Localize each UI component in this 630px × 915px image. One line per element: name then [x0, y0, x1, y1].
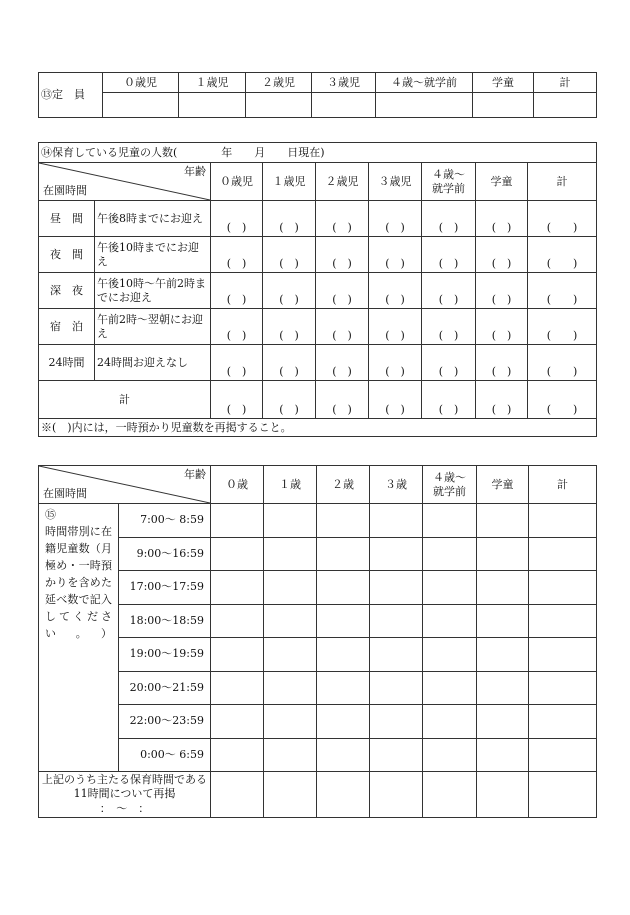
header-age3: ３歳児	[369, 163, 422, 201]
paren-hint: ( )	[491, 364, 512, 378]
count-cell[interactable]	[316, 201, 369, 237]
row-desc: 午後10時～午前2時までにお迎え	[95, 273, 211, 309]
time-slot-label: 7:00～ 8:59	[119, 504, 211, 538]
paren-hint: ( )	[279, 328, 299, 342]
data-cell[interactable]	[423, 738, 477, 772]
data-cell[interactable]	[370, 638, 423, 672]
count-cell[interactable]	[369, 381, 422, 419]
data-cell[interactable]	[317, 537, 370, 571]
paren-hint: ( )	[332, 292, 352, 306]
count-cell[interactable]	[369, 237, 422, 273]
data-cell[interactable]	[317, 705, 370, 739]
count-cell[interactable]	[476, 273, 528, 309]
header-school: 学童	[477, 466, 529, 504]
corner-header	[39, 466, 211, 504]
data-cell[interactable]	[370, 604, 423, 638]
paren-hint: ( )	[332, 364, 352, 378]
paren-hint: ( )	[332, 328, 352, 342]
data-cell[interactable]	[529, 537, 597, 571]
table-row	[39, 237, 597, 273]
header-age4: ４歳～就学前	[376, 73, 473, 93]
paren-hint: ( )	[279, 292, 299, 306]
paren-hint: ( )	[546, 292, 578, 306]
data-cell[interactable]	[423, 604, 477, 638]
time-slot-note: ⑮ 時間帯別に在籍児童数（月極め・一時預かりを含めた延べ数で記入してください。）	[39, 504, 119, 772]
paren-hint: ( )	[332, 256, 352, 270]
data-cell[interactable]	[317, 772, 370, 818]
total-label: 計	[39, 381, 211, 419]
data-cell[interactable]	[264, 772, 317, 818]
paren-hint: ( )	[438, 220, 459, 234]
capacity-cell[interactable]	[103, 93, 179, 118]
count-cell[interactable]	[422, 237, 476, 273]
data-cell[interactable]	[211, 671, 264, 705]
header-total: 計	[528, 163, 597, 201]
data-cell[interactable]	[423, 537, 477, 571]
count-cell[interactable]	[211, 381, 263, 419]
header-age0: ０歳	[211, 466, 264, 504]
capacity-cell[interactable]	[473, 93, 534, 118]
data-cell[interactable]	[317, 604, 370, 638]
capacity-cell[interactable]	[312, 93, 376, 118]
count-cell[interactable]	[263, 201, 316, 237]
paren-hint: ( )	[438, 364, 459, 378]
table-row	[39, 705, 597, 739]
capacity-label: ⑬定 員	[39, 73, 103, 118]
data-cell[interactable]	[477, 671, 529, 705]
paren-hint: ( )	[546, 220, 578, 234]
count-cell[interactable]	[263, 309, 316, 345]
table-row	[39, 345, 597, 381]
paren-hint: ( )	[226, 364, 247, 378]
paren-hint: ( )	[546, 402, 578, 416]
count-cell[interactable]	[369, 309, 422, 345]
paren-hint: ( )	[385, 256, 405, 270]
paren-hint: ( )	[226, 292, 247, 306]
paren-hint: ( )	[491, 256, 512, 270]
count-cell[interactable]	[422, 345, 476, 381]
count-cell[interactable]	[422, 309, 476, 345]
count-cell[interactable]	[211, 273, 263, 309]
paren-hint: ( )	[491, 402, 512, 416]
data-cell[interactable]	[477, 738, 529, 772]
count-cell[interactable]	[263, 381, 316, 419]
data-cell[interactable]	[370, 772, 423, 818]
table-row	[39, 604, 597, 638]
row-name: 昼 間	[39, 201, 95, 237]
count-cell[interactable]	[211, 201, 263, 237]
table-row	[39, 571, 597, 605]
row-name: 宿 泊	[39, 309, 95, 345]
count-cell[interactable]	[316, 345, 369, 381]
data-cell[interactable]	[477, 604, 529, 638]
corner-age-label: 年齢	[184, 165, 206, 178]
data-cell[interactable]	[423, 772, 477, 818]
header-age1: １歳	[264, 466, 317, 504]
data-cell[interactable]	[477, 772, 529, 818]
corner-age-label: 年齢	[184, 468, 206, 481]
header-age0: ０歳児	[211, 163, 263, 201]
time-slot-label: 9:00～16:59	[119, 537, 211, 571]
section-title: ⑭保育している児童の人数( 年 月 日現在)	[39, 143, 597, 163]
count-cell[interactable]	[316, 237, 369, 273]
paren-hint: ( )	[279, 256, 299, 270]
count-cell[interactable]	[476, 381, 528, 419]
data-cell[interactable]	[477, 571, 529, 605]
time-slot-label: 18:00～18:59	[119, 604, 211, 638]
row-name: 24時間	[39, 345, 95, 381]
paren-hint: ( )	[332, 220, 352, 234]
data-cell[interactable]	[370, 571, 423, 605]
table-row	[39, 671, 597, 705]
data-cell[interactable]	[423, 504, 477, 538]
capacity-cell[interactable]	[534, 93, 597, 118]
paren-hint: ( )	[438, 402, 459, 416]
paren-hint: ( )	[226, 328, 247, 342]
count-cell[interactable]	[263, 273, 316, 309]
table-row	[39, 504, 597, 538]
main-hours-label: 上記のうち主たる保育時間である11時間について再掲 ： ～ ：	[39, 772, 211, 818]
paren-hint: ( )	[385, 328, 405, 342]
data-cell[interactable]	[423, 671, 477, 705]
capacity-table	[38, 72, 597, 118]
time-slot-label: 17:00～17:59	[119, 571, 211, 605]
count-cell[interactable]	[211, 345, 263, 381]
data-cell[interactable]	[370, 537, 423, 571]
data-cell[interactable]	[529, 604, 597, 638]
data-cell[interactable]	[370, 738, 423, 772]
table-row	[39, 738, 597, 772]
header-age0: ０歳児	[103, 73, 179, 93]
data-cell[interactable]	[477, 638, 529, 672]
data-cell[interactable]	[529, 671, 597, 705]
data-cell[interactable]	[317, 671, 370, 705]
data-cell[interactable]	[211, 705, 264, 739]
paren-hint: ( )	[385, 220, 405, 234]
count-cell[interactable]	[422, 273, 476, 309]
count-cell[interactable]	[211, 237, 263, 273]
count-cell[interactable]	[528, 237, 597, 273]
data-cell[interactable]	[370, 705, 423, 739]
count-cell[interactable]	[369, 273, 422, 309]
data-cell[interactable]	[211, 571, 264, 605]
time-slot-label: 0:00～ 6:59	[119, 738, 211, 772]
time-slot-label: 20:00～21:59	[119, 671, 211, 705]
table-row	[39, 201, 597, 237]
table-row	[39, 309, 597, 345]
count-cell[interactable]	[528, 345, 597, 381]
capacity-cell[interactable]	[376, 93, 473, 118]
data-cell[interactable]	[529, 504, 597, 538]
paren-hint: ( )	[438, 292, 459, 306]
count-cell[interactable]	[422, 201, 476, 237]
data-cell[interactable]	[477, 705, 529, 739]
data-cell[interactable]	[317, 571, 370, 605]
capacity-cell[interactable]	[246, 93, 312, 118]
data-cell[interactable]	[211, 738, 264, 772]
header-age2: ２歳児	[316, 163, 369, 201]
data-cell[interactable]	[264, 738, 317, 772]
data-cell[interactable]	[370, 671, 423, 705]
count-cell[interactable]	[476, 201, 528, 237]
data-cell[interactable]	[264, 705, 317, 739]
count-cell[interactable]	[476, 309, 528, 345]
table-row	[39, 273, 597, 309]
header-age1: １歳児	[263, 163, 316, 201]
paren-hint: ( )	[279, 220, 299, 234]
count-cell[interactable]	[528, 309, 597, 345]
row-desc: 24時間お迎えなし	[95, 345, 211, 381]
count-cell[interactable]	[422, 381, 476, 419]
header-school: 学童	[476, 163, 528, 201]
data-cell[interactable]	[317, 738, 370, 772]
header-total: 計	[534, 73, 597, 93]
data-cell[interactable]	[423, 705, 477, 739]
paren-hint: ( )	[491, 328, 512, 342]
data-cell[interactable]	[529, 638, 597, 672]
capacity-cell[interactable]	[179, 93, 246, 118]
data-cell[interactable]	[264, 638, 317, 672]
count-cell[interactable]	[528, 381, 597, 419]
paren-hint: ( )	[438, 328, 459, 342]
header-age4: ４歳～ 就学前	[423, 466, 477, 504]
header-age2: ２歳	[317, 466, 370, 504]
count-cell[interactable]	[316, 273, 369, 309]
data-cell[interactable]	[423, 571, 477, 605]
paren-hint: ( )	[226, 220, 247, 234]
note: ※( )内には，一時預かり児童数を再掲すること。	[39, 419, 597, 437]
row-desc: 午前2時～翌朝にお迎え	[95, 309, 211, 345]
data-cell[interactable]	[211, 604, 264, 638]
header-age1: １歳児	[179, 73, 246, 93]
count-cell[interactable]	[528, 201, 597, 237]
corner-time-label: 在園時間	[43, 487, 87, 501]
data-cell[interactable]	[529, 705, 597, 739]
count-cell[interactable]	[263, 345, 316, 381]
row-desc: 午後8時までにお迎え	[95, 201, 211, 237]
row-name: 深 夜	[39, 273, 95, 309]
header-school: 学童	[473, 73, 534, 93]
paren-hint: ( )	[385, 364, 405, 378]
data-cell[interactable]	[370, 504, 423, 538]
data-cell[interactable]	[317, 504, 370, 538]
data-cell[interactable]	[211, 537, 264, 571]
paren-hint: ( )	[491, 220, 512, 234]
data-cell[interactable]	[264, 571, 317, 605]
count-cell[interactable]	[316, 309, 369, 345]
data-cell[interactable]	[264, 604, 317, 638]
data-cell[interactable]	[529, 571, 597, 605]
children-count-table	[38, 142, 597, 437]
data-cell[interactable]	[211, 638, 264, 672]
count-cell[interactable]	[316, 381, 369, 419]
data-cell[interactable]	[264, 671, 317, 705]
count-cell[interactable]	[528, 273, 597, 309]
paren-hint: ( )	[332, 402, 352, 416]
data-cell[interactable]	[211, 504, 264, 538]
count-cell[interactable]	[263, 237, 316, 273]
header-age3: ３歳児	[312, 73, 376, 93]
count-cell[interactable]	[476, 345, 528, 381]
corner-header	[39, 163, 211, 201]
paren-hint: ( )	[385, 292, 405, 306]
paren-hint: ( )	[279, 364, 299, 378]
time-slot-table	[38, 465, 597, 818]
time-slot-label: 22:00～23:59	[119, 705, 211, 739]
header-total: 計	[529, 466, 597, 504]
time-slot-label: 19:00～19:59	[119, 638, 211, 672]
count-cell[interactable]	[211, 309, 263, 345]
data-cell[interactable]	[529, 772, 597, 818]
row-name: 夜 間	[39, 237, 95, 273]
corner-time-label: 在園時間	[43, 184, 87, 198]
count-cell[interactable]	[369, 201, 422, 237]
data-cell[interactable]	[477, 504, 529, 538]
paren-hint: ( )	[226, 256, 247, 270]
total-row	[39, 381, 597, 419]
paren-hint: ( )	[226, 402, 247, 416]
data-cell[interactable]	[264, 537, 317, 571]
count-cell[interactable]	[476, 237, 528, 273]
paren-hint: ( )	[546, 364, 578, 378]
paren-hint: ( )	[385, 402, 405, 416]
header-age2: ２歳児	[246, 73, 312, 93]
row-desc: 午後10時までにお迎え	[95, 237, 211, 273]
table-row	[39, 537, 597, 571]
data-cell[interactable]	[264, 504, 317, 538]
data-cell[interactable]	[211, 772, 264, 818]
header-age3: ３歳	[370, 466, 423, 504]
data-cell[interactable]	[529, 738, 597, 772]
paren-hint: ( )	[546, 328, 578, 342]
data-cell[interactable]	[317, 638, 370, 672]
data-cell[interactable]	[423, 638, 477, 672]
count-cell[interactable]	[369, 345, 422, 381]
paren-hint: ( )	[491, 292, 512, 306]
paren-hint: ( )	[438, 256, 459, 270]
paren-hint: ( )	[279, 402, 299, 416]
header-age4: ４歳～ 就学前	[422, 163, 476, 201]
table-row	[39, 638, 597, 672]
paren-hint: ( )	[546, 256, 578, 270]
data-cell[interactable]	[477, 537, 529, 571]
